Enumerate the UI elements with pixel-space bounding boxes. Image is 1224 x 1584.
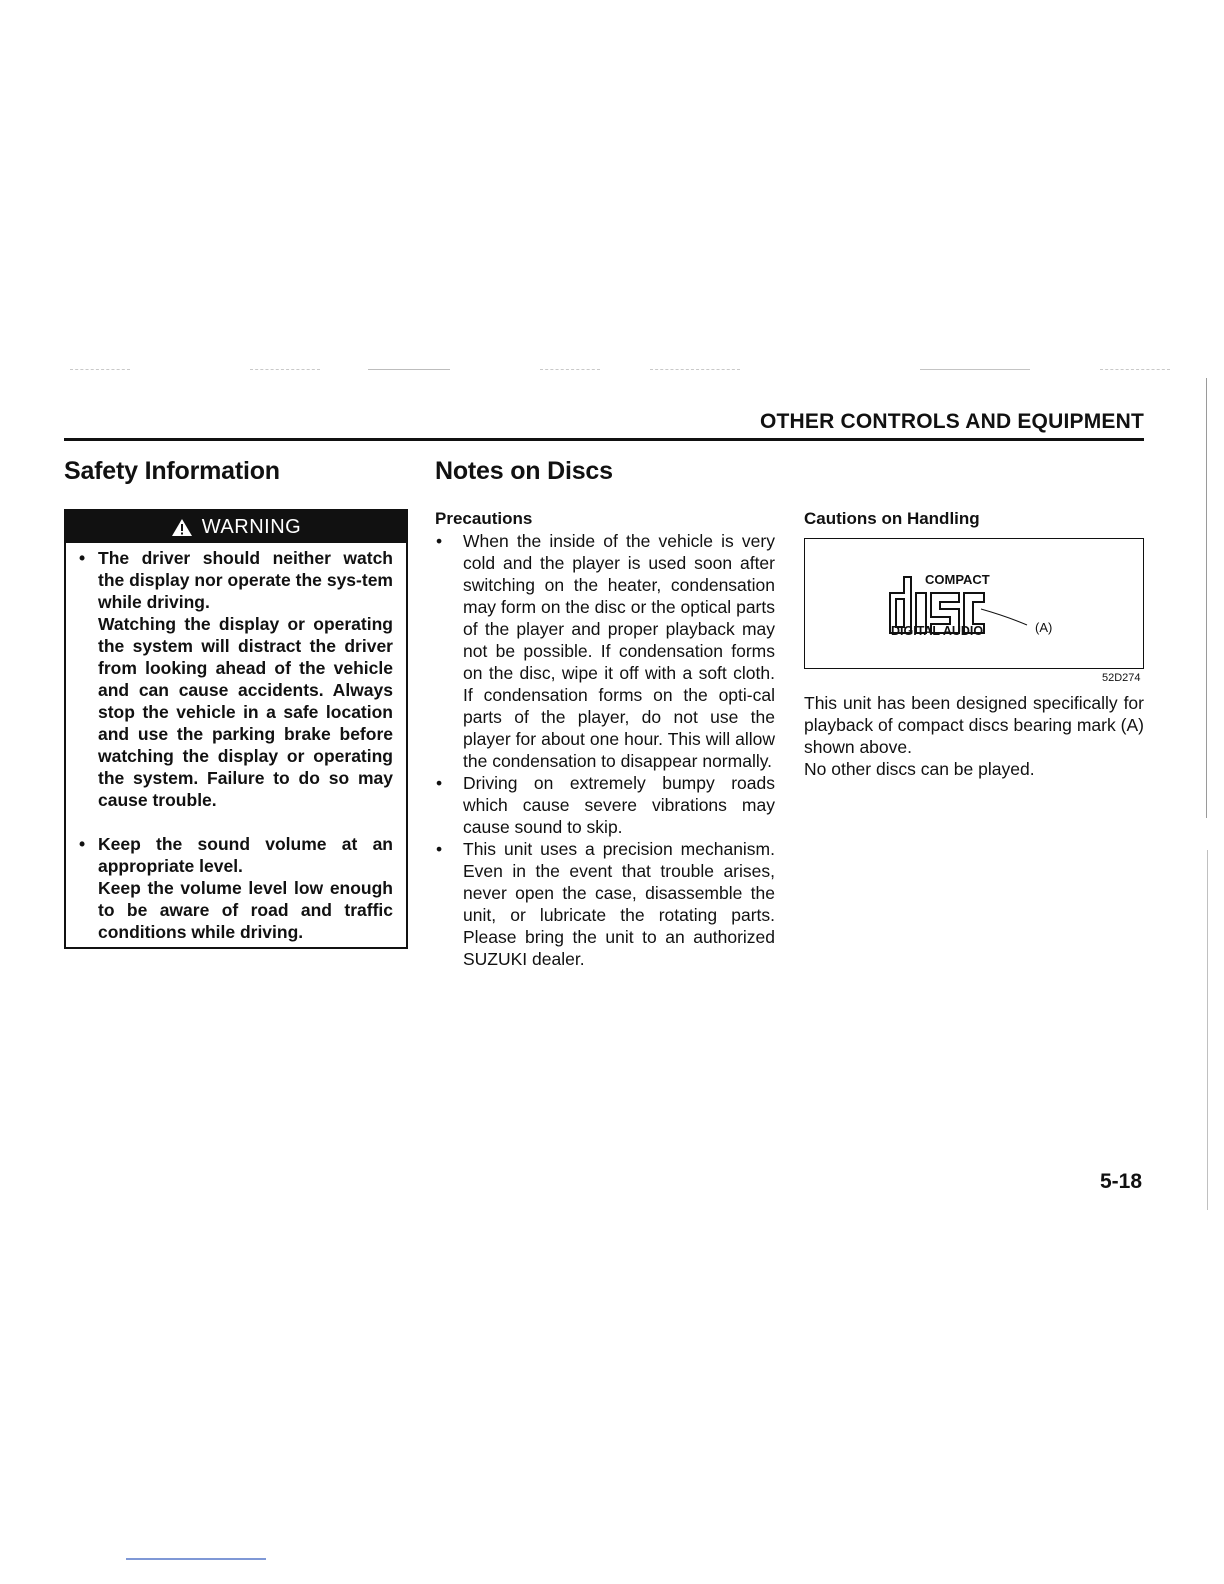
warning-box (64, 509, 408, 949)
warning-list (66, 543, 406, 943)
precaution-item: • This unit uses a precision mechanism. Even in the event that trouble arises, never open the case, disassemble the unit, or lubricate the rotating parts. Please bring the unit to an authorized SUZUKI dealer. (463, 838, 775, 970)
scan-artifact-line (920, 369, 1030, 370)
scan-artifact-line (650, 369, 740, 370)
figure-code: 52D274 (1102, 672, 1141, 684)
handling-text (804, 692, 1144, 780)
precaution-item: • Driving on extremely bumpy roads which cause severe vibrations may cause sound to skip. (463, 772, 775, 838)
warning-bar (66, 511, 406, 543)
logo-callout-label: (A) (1035, 620, 1053, 635)
handling-heading: Cautions on Handling (804, 509, 980, 528)
logo-text-digital-audio: DIGITAL AUDIO (891, 624, 984, 638)
safety-title: Safety Information (64, 457, 280, 485)
warning-item-body: Keep the volume level low enough to be aware of road and traffic conditions while driving. (98, 878, 393, 942)
page-number: 5-18 (1100, 1170, 1143, 1193)
warning-item-lead: • Keep the sound volume at an appropriate level. (98, 834, 393, 876)
scan-artifact-line (540, 369, 600, 370)
scan-artifact-line (250, 369, 320, 370)
warning-triangle-icon (171, 518, 193, 537)
logo-text-compact: COMPACT (925, 572, 990, 587)
warning-item (98, 547, 393, 811)
precautions-list (463, 530, 775, 970)
cd-logo-figure (804, 538, 1144, 669)
handling-paragraph: No other discs can be played. (804, 759, 1035, 779)
scan-artifact-line (70, 369, 130, 370)
scan-artifact-edge (1207, 850, 1208, 1210)
compact-disc-logo-icon (805, 539, 1143, 668)
warning-item-lead: • The driver should neither watch the display nor operate the sys-tem while driving. (98, 548, 393, 612)
warning-label: WARNING (201, 515, 302, 538)
handling-paragraph: This unit has been designed specifically for playback of compact discs bearing mark (A) shown above. (804, 693, 1144, 757)
header-rule (64, 438, 1144, 441)
section-title: OTHER CONTROLS AND EQUIPMENT (760, 410, 1144, 433)
scan-artifact-line (1100, 369, 1170, 370)
warning-item (98, 833, 393, 943)
scan-artifact-edge (1206, 378, 1207, 818)
precaution-item: • When the inside of the vehicle is very cold and the player is used soon after switching on the heater, condensation may form on the disc or the optical parts of the player and proper playback may not be possible. If condensation forms on the disc, wipe it off with a soft cloth. If condensation forms on the opti-cal parts of the player, do not use the player for about one hour. This will allow the condensation to disappear normally. (463, 530, 775, 772)
scan-artifact-underline (126, 1558, 266, 1560)
scan-artifact-line (368, 369, 450, 370)
warning-item-body: Watching the display or operating the system will distract the driver from looking ahead of the vehicle and can cause accidents. Always stop the vehicle in a safe location and use the parking brake before watching the display or operating the system. Failure to do so may cause trouble. (98, 614, 393, 810)
discs-title: Notes on Discs (435, 457, 613, 485)
precautions-heading: Precautions (435, 509, 533, 528)
